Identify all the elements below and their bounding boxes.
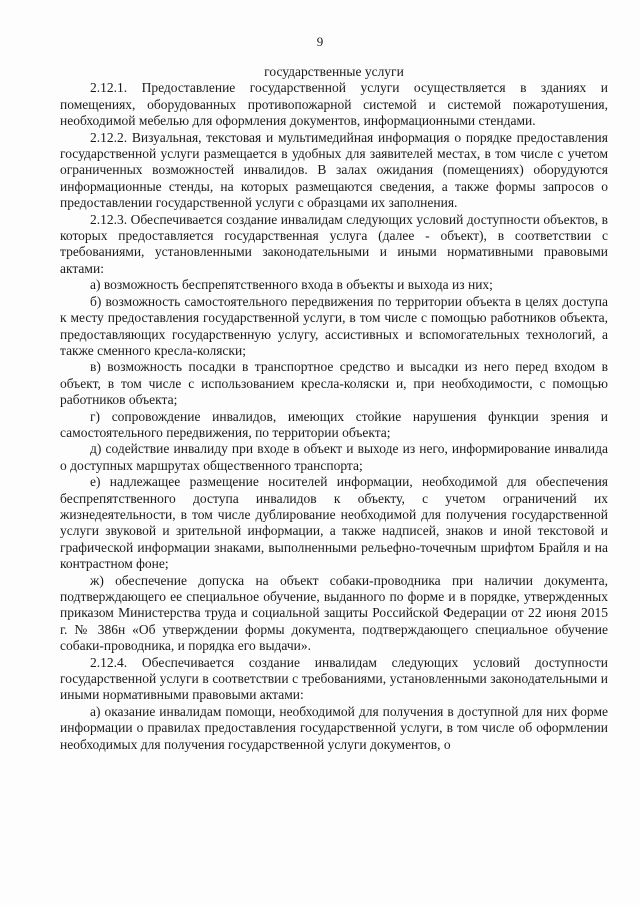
page-number: 9 — [316, 34, 324, 49]
list-item-2-12-3-d: д) содействие инвалиду при входе в объект и выходе из него, информирование инвалида о доступных маршрутах общественного транспорта; — [60, 441, 608, 473]
list-item-2-12-3-b: б) возможность самостоятельного передвижения по территории объекта в целях доступа к месту предоставления государственной услуги, в том числе с помощью работников объекта, предоставляющих государственную услугу, ассистивных и вспомогательных технологий, а также сменного кресла-коляски; — [60, 293, 608, 358]
paragraph-2-12-2: 2.12.2. Визуальная, текстовая и мультимедийная информация о порядке предоставления государственной услуги размещается в удобных для заявителей местах, в том числе с учетом ограниченных возможностей инвалидов. В залах ожидания (помещениях) оборудуются информационные стенды, на которых размещаются сведения, а также формы запросов о предоставлении государственной услуги с образцами их заполнения. — [60, 129, 608, 211]
list-item-2-12-4-a: а) оказание инвалидам помощи, необходимой для получения в доступной для них форме информации о правилах предоставления государственной услуги, в том числе об оформлении необходимых для получения государственной услуги документов, о — [60, 703, 608, 752]
list-item-2-12-3-zh: ж) обеспечение допуска на объект собаки-проводника при наличии документа, подтверждающего ее специальное обучение, выданного по форме и в порядке, утвержденных приказом Министерства труда и социальной защиты Российской Федерации от 22 июня 2015 г. № 386н «Об утверждении формы документа, подтверждающего специальное обучение собаки-проводника, и порядка его выдачи». — [60, 572, 608, 654]
document-body — [60, 64, 608, 753]
list-item-2-12-3-v: в) возможность посадки в транспортное средство и высадки из него перед входом в объект, в том числе с использованием кресла-коляски и, при необходимости, с помощью работников объекта; — [60, 359, 608, 408]
heading-continuation: государственные услуги — [264, 64, 404, 79]
list-item-2-12-3-a: а) возможность беспрепятственного входа в объекты и выхода из них; — [90, 277, 493, 293]
list-item-2-12-3-g: г) сопровождение инвалидов, имеющих стойкие нарушения функции зрения и самостоятельного передвижения, по территории объекта; — [60, 408, 608, 440]
paragraph-2-12-3: 2.12.3. Обеспечивается создание инвалидам следующих условий доступности объектов, в которых предоставляется государственная услуга (далее - объект), в соответствии с требованиями, установленными законодательными и иными нормативными правовыми актами: — [60, 211, 608, 276]
paragraph-2-12-4: 2.12.4. Обеспечивается создание инвалидам следующих условий доступности государственной услуги в соответствии с требованиями, установленными законодательными и иными нормативными правовыми актами: — [60, 654, 608, 703]
paragraph-2-12-1: 2.12.1. Предоставление государственной услуги осуществляется в зданиях и помещениях, оборудованных противопожарной системой и системой пожаротушения, необходимой мебелью для оформления документов, информационными стендами. — [60, 80, 608, 129]
list-item-2-12-3-e: е) надлежащее размещение носителей информации, необходимой для обеспечения беспрепятственного доступа инвалидов к объекту, с учетом ограничений их жизнедеятельности, в том числе дублирование необходимой для получения государственной услуги звуковой и зрительной информации, а также надписей, знаков и иной текстовой и графической информации знаками, выполненными рельефно-точечным шрифтом Брайля и на контрастном фоне; — [60, 474, 608, 572]
